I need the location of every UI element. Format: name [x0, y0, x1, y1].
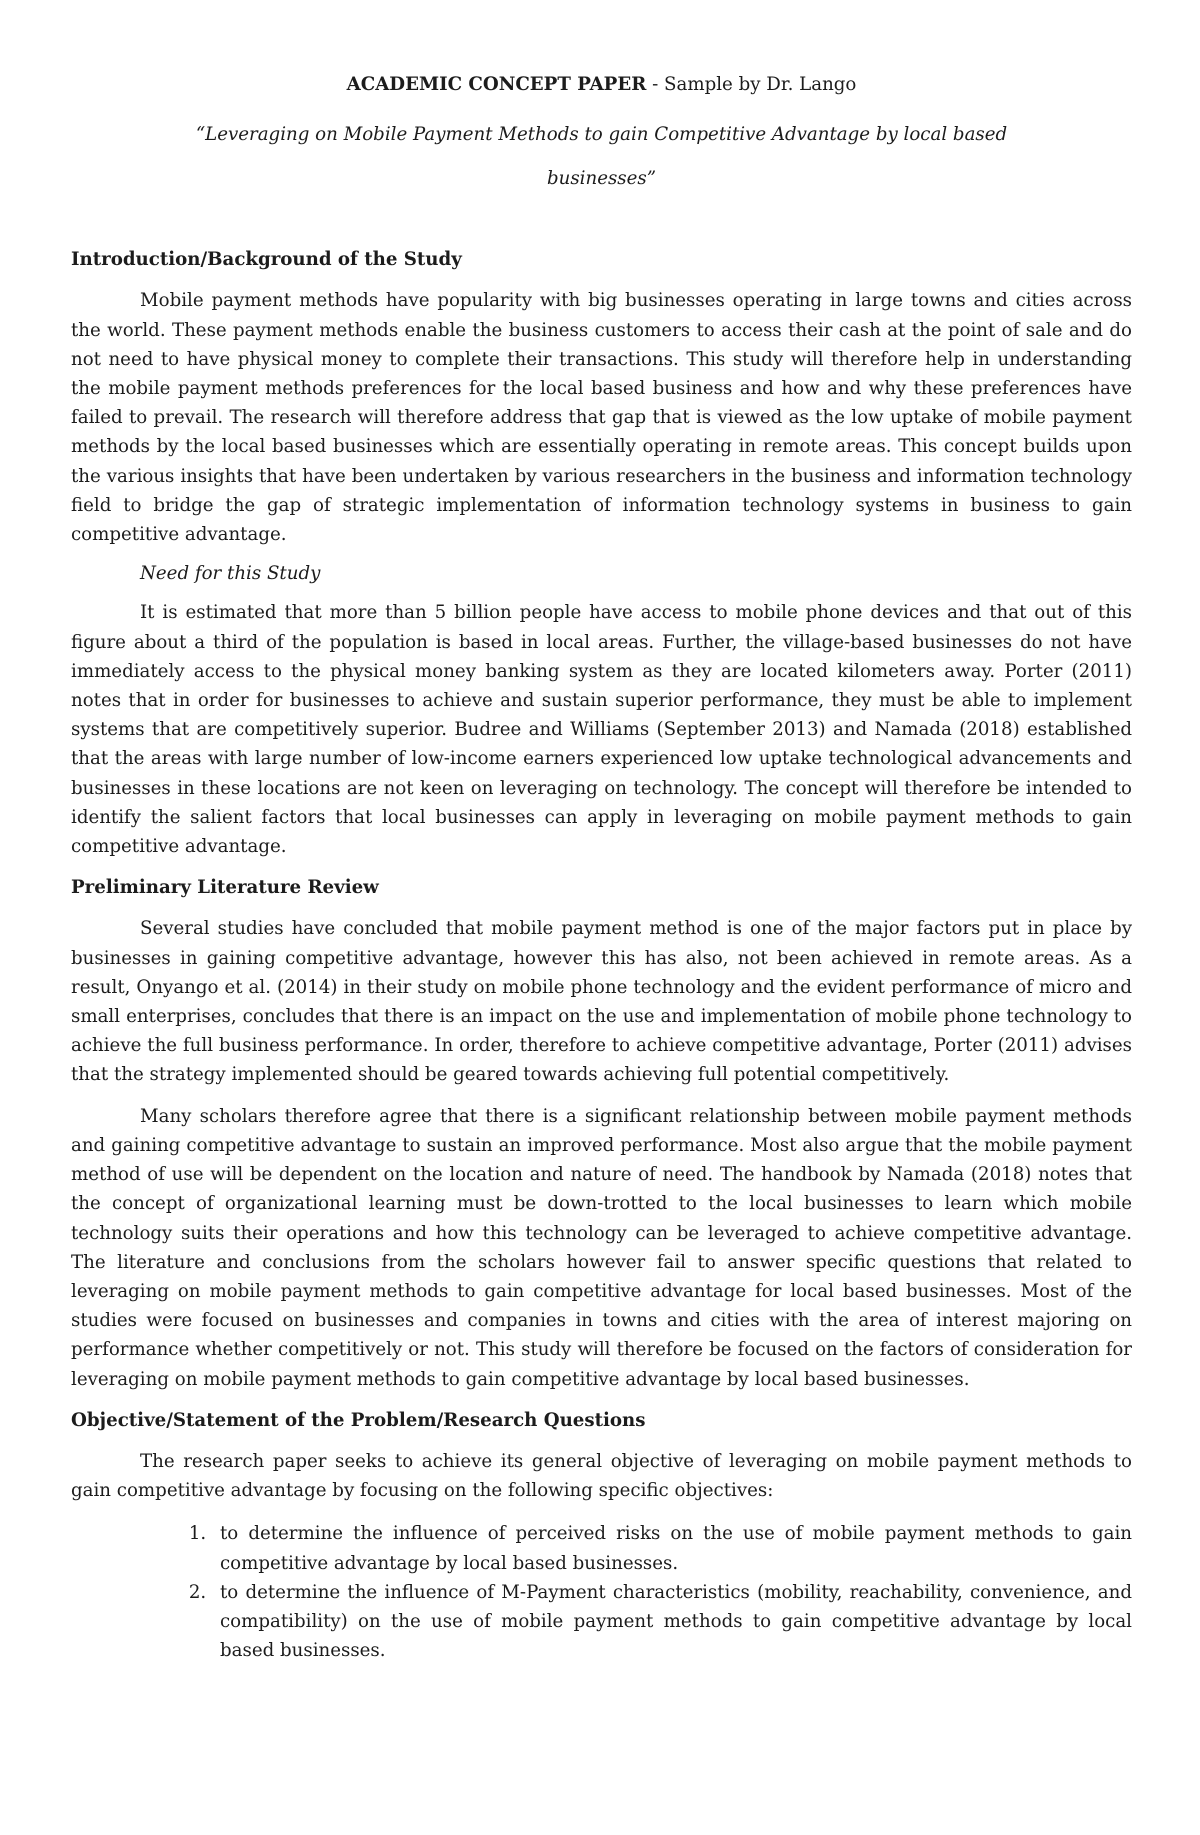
paper-title — [71, 70, 1132, 99]
objectives-paragraph: The research paper seeks to achieve its general objective of leveraging on mobile payment methods to gain competitive advantage by focusing on the following specific objectives: — [71, 1450, 1132, 1502]
literature-paragraph-1: Several studies have concluded that mobile payment method is one of the major factors put in place by businesses in gaining competitive advantage, however this has also, not been achieved in remote areas. As a result, Onyango et al. (2014) in their study on mobile phone technology and the evident performance of micro and small enterprises, concludes that there is an impact on the use and implementation of mobile phone technology to achieve the full business performance. In order, therefore to achieve competitive advantage, Porter (2011) advises that the strategy implemented should be geared towards achieving full potential competitively. — [71, 918, 1132, 1086]
objective-item-1: 1. to determine the influence of perceived risks on the use of mobile payment methods to gain competitive advantage by local based businesses. — [212, 1519, 1132, 1577]
need-paragraph: It is estimated that more than 5 billion people have access to mobile phone devices and that out of this figure about a third of the population is based in local areas. Further, the village-based businesses do not have immediately access to the physical money banking system as they are located kilometers away. Porter (2011) notes that in order for businesses to achieve and sustain superior performance, they must be able to implement systems that are competitively superior. Budree and Williams (September 2013) and Namada (2018) established that the areas with large number of low-income earners experienced low uptake technological advancements and businesses in these locations are not keen on leveraging on technology. The concept will therefore be intended to identify the salient factors that local businesses can apply in leveraging on mobile payment methods to gain competitive advantage. — [71, 602, 1132, 858]
objective-item-2: 2. to determine the influence of M-Payment characteristics (mobility, reachability, convenience, and compatibility) on the use of mobile payment methods to gain competitive advantage by local based businesses. — [212, 1578, 1132, 1666]
intro-heading: Introduction/Background of the Study — [71, 249, 462, 271]
literature-heading: Preliminary Literature Review — [71, 877, 379, 899]
intro-paragraph: Mobile payment methods have popularity with big businesses operating in large towns and cities across the world. These payment methods enable the business customers to access their cash at the point of sale and do not need to have physical money to complete their transactions. This study will therefore help in understanding the mobile payment methods preferences for the local based business and how and why these preferences have failed to prevail. The research will therefore address that gap that is viewed as the low uptake of mobile payment methods by the local based businesses which are essentially operating in remote areas. This concept builds upon the various insights that have been undertaken by various researchers in the business and information technology field to bridge the gap of strategic implementation of information technology systems in business to gain competitive advantage. — [71, 290, 1132, 546]
literature-paragraph-2: Many scholars therefore agree that there is a significant relationship between mobile payment methods and gaining competitive advantage to sustain an improved performance. Most also argue that the mobile payment method of use will be dependent on the location and nature of need. The handbook by Namada (2018) notes that the concept of organizational learning must be down-trotted to the local businesses to learn which mobile technology suits their operations and how this technology can be leveraged to achieve competitive advantage. The literature and conclusions from the scholars however fail to answer specific questions that related to leveraging on mobile payment methods to gain competitive advantage for local based businesses. Most of the studies were focused on businesses and companies in towns and cities with the area of interest majoring on performance whether competitively or not. This study will therefore be focused on the factors of consideration for leveraging on mobile payment methods to gain competitive advantage by local based businesses. — [71, 1105, 1132, 1390]
paper-subtitle: “Leveraging on Mobile Payment Methods to gain Competitive Advantage by local based businesses” — [195, 124, 1008, 190]
need-subheading: Need for this Study — [140, 563, 321, 585]
objectives-heading: Objective/Statement of the Problem/Research Questions — [71, 1409, 646, 1431]
paper-title-bold: ACADEMIC CONCEPT PAPER — [346, 74, 647, 95]
paper-title-author: - Sample by Dr. Lango — [646, 74, 857, 95]
objectives-list — [71, 1519, 1132, 1665]
